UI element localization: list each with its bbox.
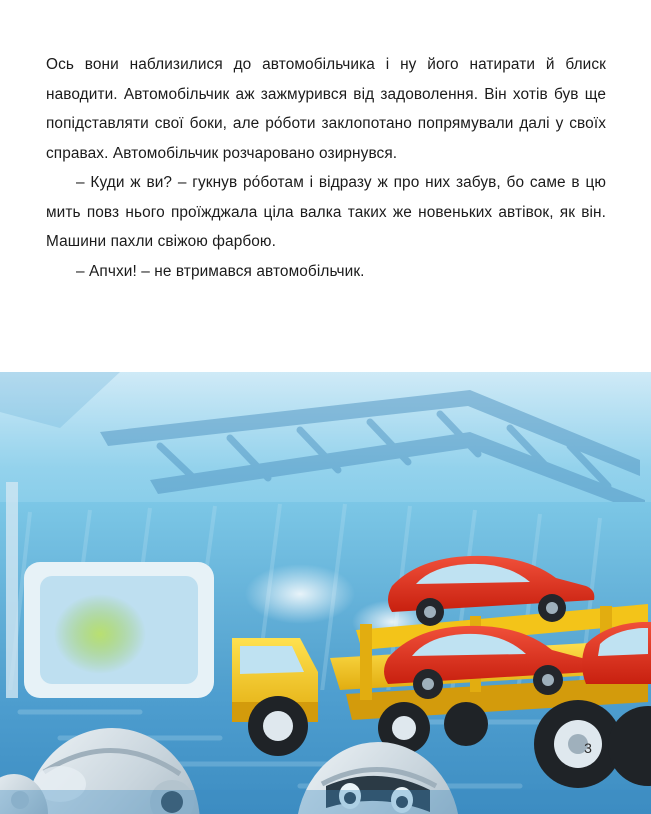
paragraph-2: – Куди ж ви? – гукнув ро́ботам і відразу ж про них забув, бо саме в цю мить повз нього проїжджала ціла валка таких же новеньких автівок, як він. Машини пахли свіжою фарбою. bbox=[46, 174, 606, 250]
body-text bbox=[46, 50, 606, 286]
floor-shadow bbox=[0, 790, 651, 814]
wall-light-glow bbox=[245, 564, 355, 624]
illustration-artwork bbox=[0, 372, 651, 814]
illustration bbox=[0, 372, 651, 814]
page-number: 3 bbox=[584, 740, 592, 756]
paragraph-1: Ось вони наблизилися до автомобільчика і ну його натирати й блиск наводити. Автомобільчик аж зажмурився від задоволення. Він хотів був ще попідставляти свої боки, але ро́боти заклопотано попрямували далі у своїх справах. Автомобільчик розчаровано озирнувся. bbox=[46, 56, 606, 162]
paragraph-3: – Апчхи! – не втримався автомобільчик. bbox=[76, 262, 365, 280]
